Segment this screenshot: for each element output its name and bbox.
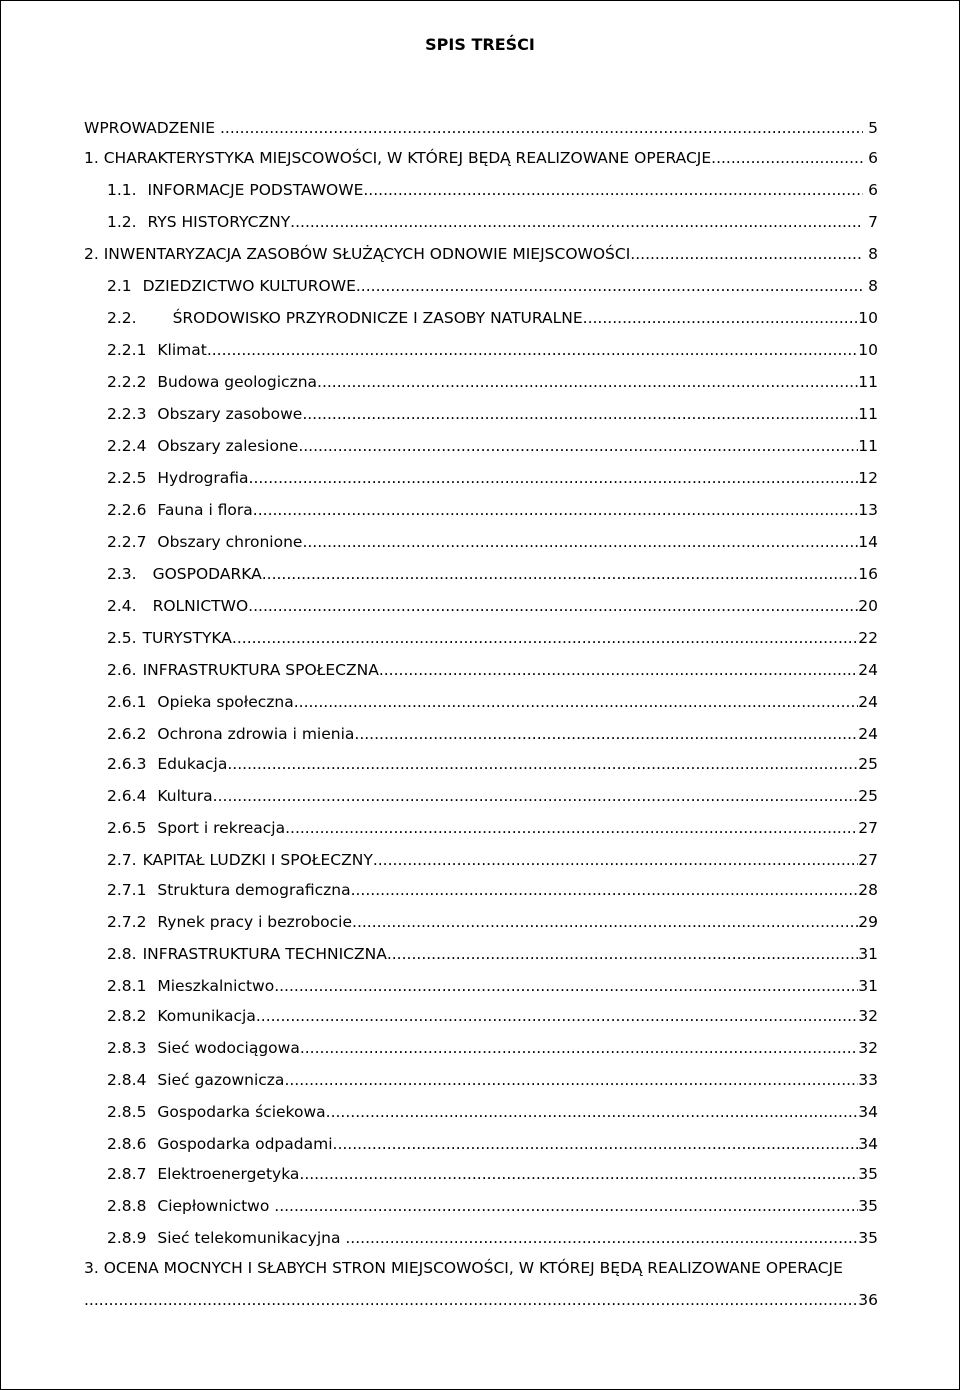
toc-leader-dots [284, 1068, 858, 1092]
toc-entry-number: 2.7.1 [107, 881, 152, 899]
toc-page-number: 5 [863, 119, 878, 137]
toc-leader-dots [298, 434, 858, 458]
toc-leader-dots [302, 530, 858, 554]
toc-entry-number: 2.8.9 [107, 1229, 152, 1247]
toc-entry[interactable] [107, 1132, 878, 1156]
toc-entry-title: WPROWADZENIE [84, 119, 220, 137]
toc-leader-dots [256, 1004, 858, 1028]
toc-entry[interactable] [84, 146, 878, 170]
toc-entry[interactable] [107, 1100, 878, 1124]
toc-entry-title: DZIEDZICTWO KULTUROWE [142, 277, 356, 295]
toc-entry[interactable] [107, 974, 878, 998]
toc-page-number: 27 [858, 851, 878, 869]
toc-entry-number: 2.8.2 [107, 1007, 152, 1025]
toc-leader-dots [711, 146, 863, 170]
toc-page-number: 6 [863, 149, 878, 167]
toc-entry[interactable] [107, 338, 878, 362]
toc-entry-number: 2.7. [107, 851, 137, 869]
toc-leader-dots [317, 370, 858, 394]
toc-entry-number: 2.1 [107, 277, 137, 295]
toc-entry-title: ŚRODOWISKO PRZYRODNICZE I ZASOBY NATURALNE [172, 309, 583, 327]
toc-entry[interactable] [84, 116, 878, 140]
toc-entry[interactable] [107, 562, 878, 586]
toc-entry[interactable] [107, 466, 878, 490]
toc-leader-dots [352, 910, 858, 934]
toc-entry-number: 2.2.6 [107, 501, 152, 519]
toc-entry-number: 2.8.8 [107, 1197, 152, 1215]
toc-entry-title: KAPITAŁ LUDZKI I SPOŁECZNY [142, 851, 373, 869]
toc-entry-number: 1.2. [107, 213, 142, 231]
toc-entry-number: 3. [84, 1259, 104, 1277]
toc-entry[interactable] [107, 1194, 878, 1218]
toc-entry-title: Edukacja [157, 755, 228, 773]
toc-entry[interactable] [107, 210, 878, 234]
toc-leader-dots [290, 210, 863, 234]
toc-entry[interactable] [107, 434, 878, 458]
toc-entry-title: Klimat [157, 341, 207, 359]
toc-entry-number: 1. [84, 149, 104, 167]
toc-entry-title: INFORMACJE PODSTAWOWE [147, 181, 364, 199]
toc-entry[interactable] [84, 1256, 878, 1280]
toc-entry[interactable] [84, 242, 878, 266]
toc-leader-dots [326, 1100, 859, 1124]
toc-page-number: 11 [858, 373, 878, 391]
toc-entry-title: Ochrona zdrowia i mienia [157, 725, 355, 743]
toc-page-number: 12 [858, 469, 878, 487]
toc-entry-title: ROLNICTWO [152, 597, 249, 615]
toc-page-number: 24 [858, 693, 878, 711]
toc-entry-number: 2.5. [107, 629, 137, 647]
toc-entry[interactable] [107, 1036, 878, 1060]
toc-entry[interactable] [107, 784, 878, 808]
toc-page-number: 8 [863, 245, 878, 263]
toc-leader-dots [274, 974, 858, 998]
toc-entry[interactable] [107, 498, 878, 522]
toc-leader-dots [351, 878, 859, 902]
toc-leader-dots [356, 274, 863, 298]
toc-entry-title: Struktura demograficzna [157, 881, 351, 899]
toc-entry-number: 2.8.4 [107, 1071, 152, 1089]
toc-leader-dots [630, 242, 863, 266]
toc-leader-dots [379, 658, 858, 682]
toc-entry[interactable] [107, 942, 878, 966]
toc-leader-dots [84, 1288, 858, 1312]
toc-entry-number: 2.4. [107, 597, 137, 615]
toc-leader-dots [354, 722, 858, 746]
toc-entry-title: CHARAKTERYSTYKA MIEJSCOWOŚCI, W KTÓREJ BĘDĄ REALIZOWANE OPERACJE [103, 149, 712, 167]
toc-page-number: 31 [858, 977, 878, 995]
toc-leader-dots [363, 178, 863, 202]
toc-page-number: 13 [858, 501, 878, 519]
toc-entry-number: 2.2.2 [107, 373, 152, 391]
toc-page-number: 36 [858, 1291, 878, 1309]
toc-entry-title: Hydrografia [157, 469, 249, 487]
toc-entry[interactable] [107, 722, 878, 746]
toc-entry-number: 2.8.1 [107, 977, 152, 995]
toc-leader-dots [262, 562, 859, 586]
toc-page-number: 24 [858, 661, 878, 679]
toc-leader-dots [345, 1226, 858, 1250]
toc-leader-dots [302, 402, 858, 426]
toc-page-number: 11 [858, 405, 878, 423]
toc-entry[interactable] [107, 752, 878, 776]
toc-leader-dots [248, 594, 858, 618]
toc-entry-number: 2.6.2 [107, 725, 152, 743]
toc-leader-dots [213, 784, 859, 808]
toc-entry-title: INFRASTRUKTURA SPOŁECZNA [142, 661, 379, 679]
toc-entry-number: 2.2.5 [107, 469, 152, 487]
toc-entry[interactable] [107, 178, 878, 202]
toc-page-number: 35 [858, 1197, 878, 1215]
toc-entry-number: 2.2.4 [107, 437, 152, 455]
toc-entry[interactable] [107, 658, 878, 682]
toc-leader-dots [249, 466, 859, 490]
toc-page-number: 24 [858, 725, 878, 743]
toc-entry-title: Fauna i flora [157, 501, 253, 519]
toc-entry[interactable] [107, 1068, 878, 1092]
toc-entry[interactable] [107, 848, 878, 872]
toc-leader-dots [232, 626, 858, 650]
toc-leader-dots [207, 338, 858, 362]
toc-entry-title: GOSPODARKA [152, 565, 262, 583]
toc-entry-number: 1.1. [107, 181, 142, 199]
toc-entry[interactable] [107, 1162, 878, 1186]
toc-leader-dots [583, 306, 859, 330]
page-title: SPIS TREŚCI [425, 35, 535, 54]
toc-page-number: 14 [858, 533, 878, 551]
toc-page-number: 29 [858, 913, 878, 931]
toc-entry-title: Budowa geologiczna [157, 373, 318, 391]
toc-leader-dots [253, 498, 858, 522]
toc-page-number: 34 [858, 1103, 878, 1121]
toc-page-number: 10 [858, 309, 878, 327]
toc-entry-number: 2.8.5 [107, 1103, 152, 1121]
toc-entry-title: Obszary zasobowe [157, 405, 303, 423]
toc-leader-dots [299, 1162, 858, 1186]
toc-entry-title: Sieć telekomunikacyjna [157, 1229, 346, 1247]
toc-leader-dots [285, 816, 858, 840]
toc-entry-title: Sport i rekreacja [157, 819, 286, 837]
toc-entry-number: 2.2.1 [107, 341, 152, 359]
toc-page-number: 28 [858, 881, 878, 899]
toc-page-number: 20 [858, 597, 878, 615]
toc-entry-title: Sieć wodociągowa [157, 1039, 300, 1057]
toc-entry[interactable] [84, 1288, 878, 1312]
toc-entry-title: Ciepłownictwo [157, 1197, 275, 1215]
toc-entry[interactable] [107, 370, 878, 394]
toc-entry-title: Obszary zalesione [157, 437, 299, 455]
toc-entry[interactable] [107, 910, 878, 934]
toc-entry[interactable] [107, 306, 878, 330]
toc-leader-dots [227, 752, 858, 776]
toc-page-number: 32 [858, 1007, 878, 1025]
toc-entry-title: Gospodarka ściekowa [157, 1103, 326, 1121]
toc-leader-dots [300, 1036, 858, 1060]
toc-page-number: 7 [863, 213, 878, 231]
toc-entry-title: INWENTARYZACJA ZASOBÓW SŁUŻĄCYCH ODNOWIE MIEJSCOWOŚCI [103, 245, 631, 263]
toc-leader-dots [274, 1194, 858, 1218]
toc-page-number: 10 [858, 341, 878, 359]
toc-page-number: 34 [858, 1135, 878, 1153]
toc-entry-title: INFRASTRUKTURA TECHNICZNA [142, 945, 387, 963]
toc-entry-number: 2.6.5 [107, 819, 152, 837]
toc-entry-title: Komunikacja [157, 1007, 256, 1025]
toc-leader-dots [294, 690, 859, 714]
toc-entry-number: 2.2.7 [107, 533, 152, 551]
toc-page-number: 35 [858, 1229, 878, 1247]
toc-entry-number: 2.8.7 [107, 1165, 152, 1183]
toc-leader-dots [333, 1132, 859, 1156]
toc-entry-number: 2.6. [107, 661, 137, 679]
toc-entry-number: 2.2.3 [107, 405, 152, 423]
toc-entry-title: Opieka społeczna [157, 693, 294, 711]
toc-entry-number: 2.8.6 [107, 1135, 152, 1153]
toc-entry[interactable] [107, 1004, 878, 1028]
toc-entry-title: Kultura [157, 787, 213, 805]
toc-page-number: 32 [858, 1039, 878, 1057]
toc-page-number: 8 [863, 277, 878, 295]
toc-leader-dots [220, 116, 863, 140]
toc-entry-title: Obszary chronione [157, 533, 303, 551]
toc-entry[interactable] [107, 530, 878, 554]
toc-entry-title: Mieszkalnictwo [157, 977, 275, 995]
toc-entry-number: 2.6.1 [107, 693, 152, 711]
toc-entry-title: RYS HISTORYCZNY [147, 213, 291, 231]
toc-entry[interactable] [107, 594, 878, 618]
toc-entry-number: 2.2. [107, 309, 137, 327]
toc-page-number: 33 [858, 1071, 878, 1089]
toc-entry-number: 2.7.2 [107, 913, 152, 931]
toc-page-number: 31 [858, 945, 878, 963]
toc-entry[interactable] [107, 402, 878, 426]
toc-page-number: 25 [858, 755, 878, 773]
toc-page-number: 27 [858, 819, 878, 837]
toc-entry[interactable] [107, 816, 878, 840]
toc-entry-number: 2.8.3 [107, 1039, 152, 1057]
toc-entry-title: OCENA MOCNYCH I SŁABYCH STRON MIEJSCOWOŚCI, W KTÓREJ BĘDĄ REALIZOWANE OPERACJE [103, 1259, 843, 1277]
toc-entry[interactable] [107, 690, 878, 714]
toc-page-number: 25 [858, 787, 878, 805]
toc-entry-number: 2.6.3 [107, 755, 152, 773]
toc-entry-title: Sieć gazownicza [157, 1071, 285, 1089]
toc-leader-dots [373, 848, 858, 872]
toc-page-number: 6 [863, 181, 878, 199]
toc-entry[interactable] [107, 1226, 878, 1250]
toc-entry-number: 2.8. [107, 945, 137, 963]
toc-entry-number: 2. [84, 245, 104, 263]
toc-leader-dots [387, 942, 858, 966]
toc-entry[interactable] [107, 274, 878, 298]
toc-entry[interactable] [107, 878, 878, 902]
toc-entry[interactable] [107, 626, 878, 650]
toc-entry-number: 2.6.4 [107, 787, 152, 805]
toc-page-number: 22 [858, 629, 878, 647]
toc-entry-title: Rynek pracy i bezrobocie [157, 913, 353, 931]
toc-page-number: 35 [858, 1165, 878, 1183]
toc-entry-number: 2.3. [107, 565, 137, 583]
toc-entry-title: Gospodarka odpadami [157, 1135, 333, 1153]
toc-entry-title: Elektroenergetyka [157, 1165, 300, 1183]
toc-page-number: 11 [858, 437, 878, 455]
toc-page-number: 16 [858, 565, 878, 583]
toc-entry-title: TURYSTYKA [142, 629, 232, 647]
